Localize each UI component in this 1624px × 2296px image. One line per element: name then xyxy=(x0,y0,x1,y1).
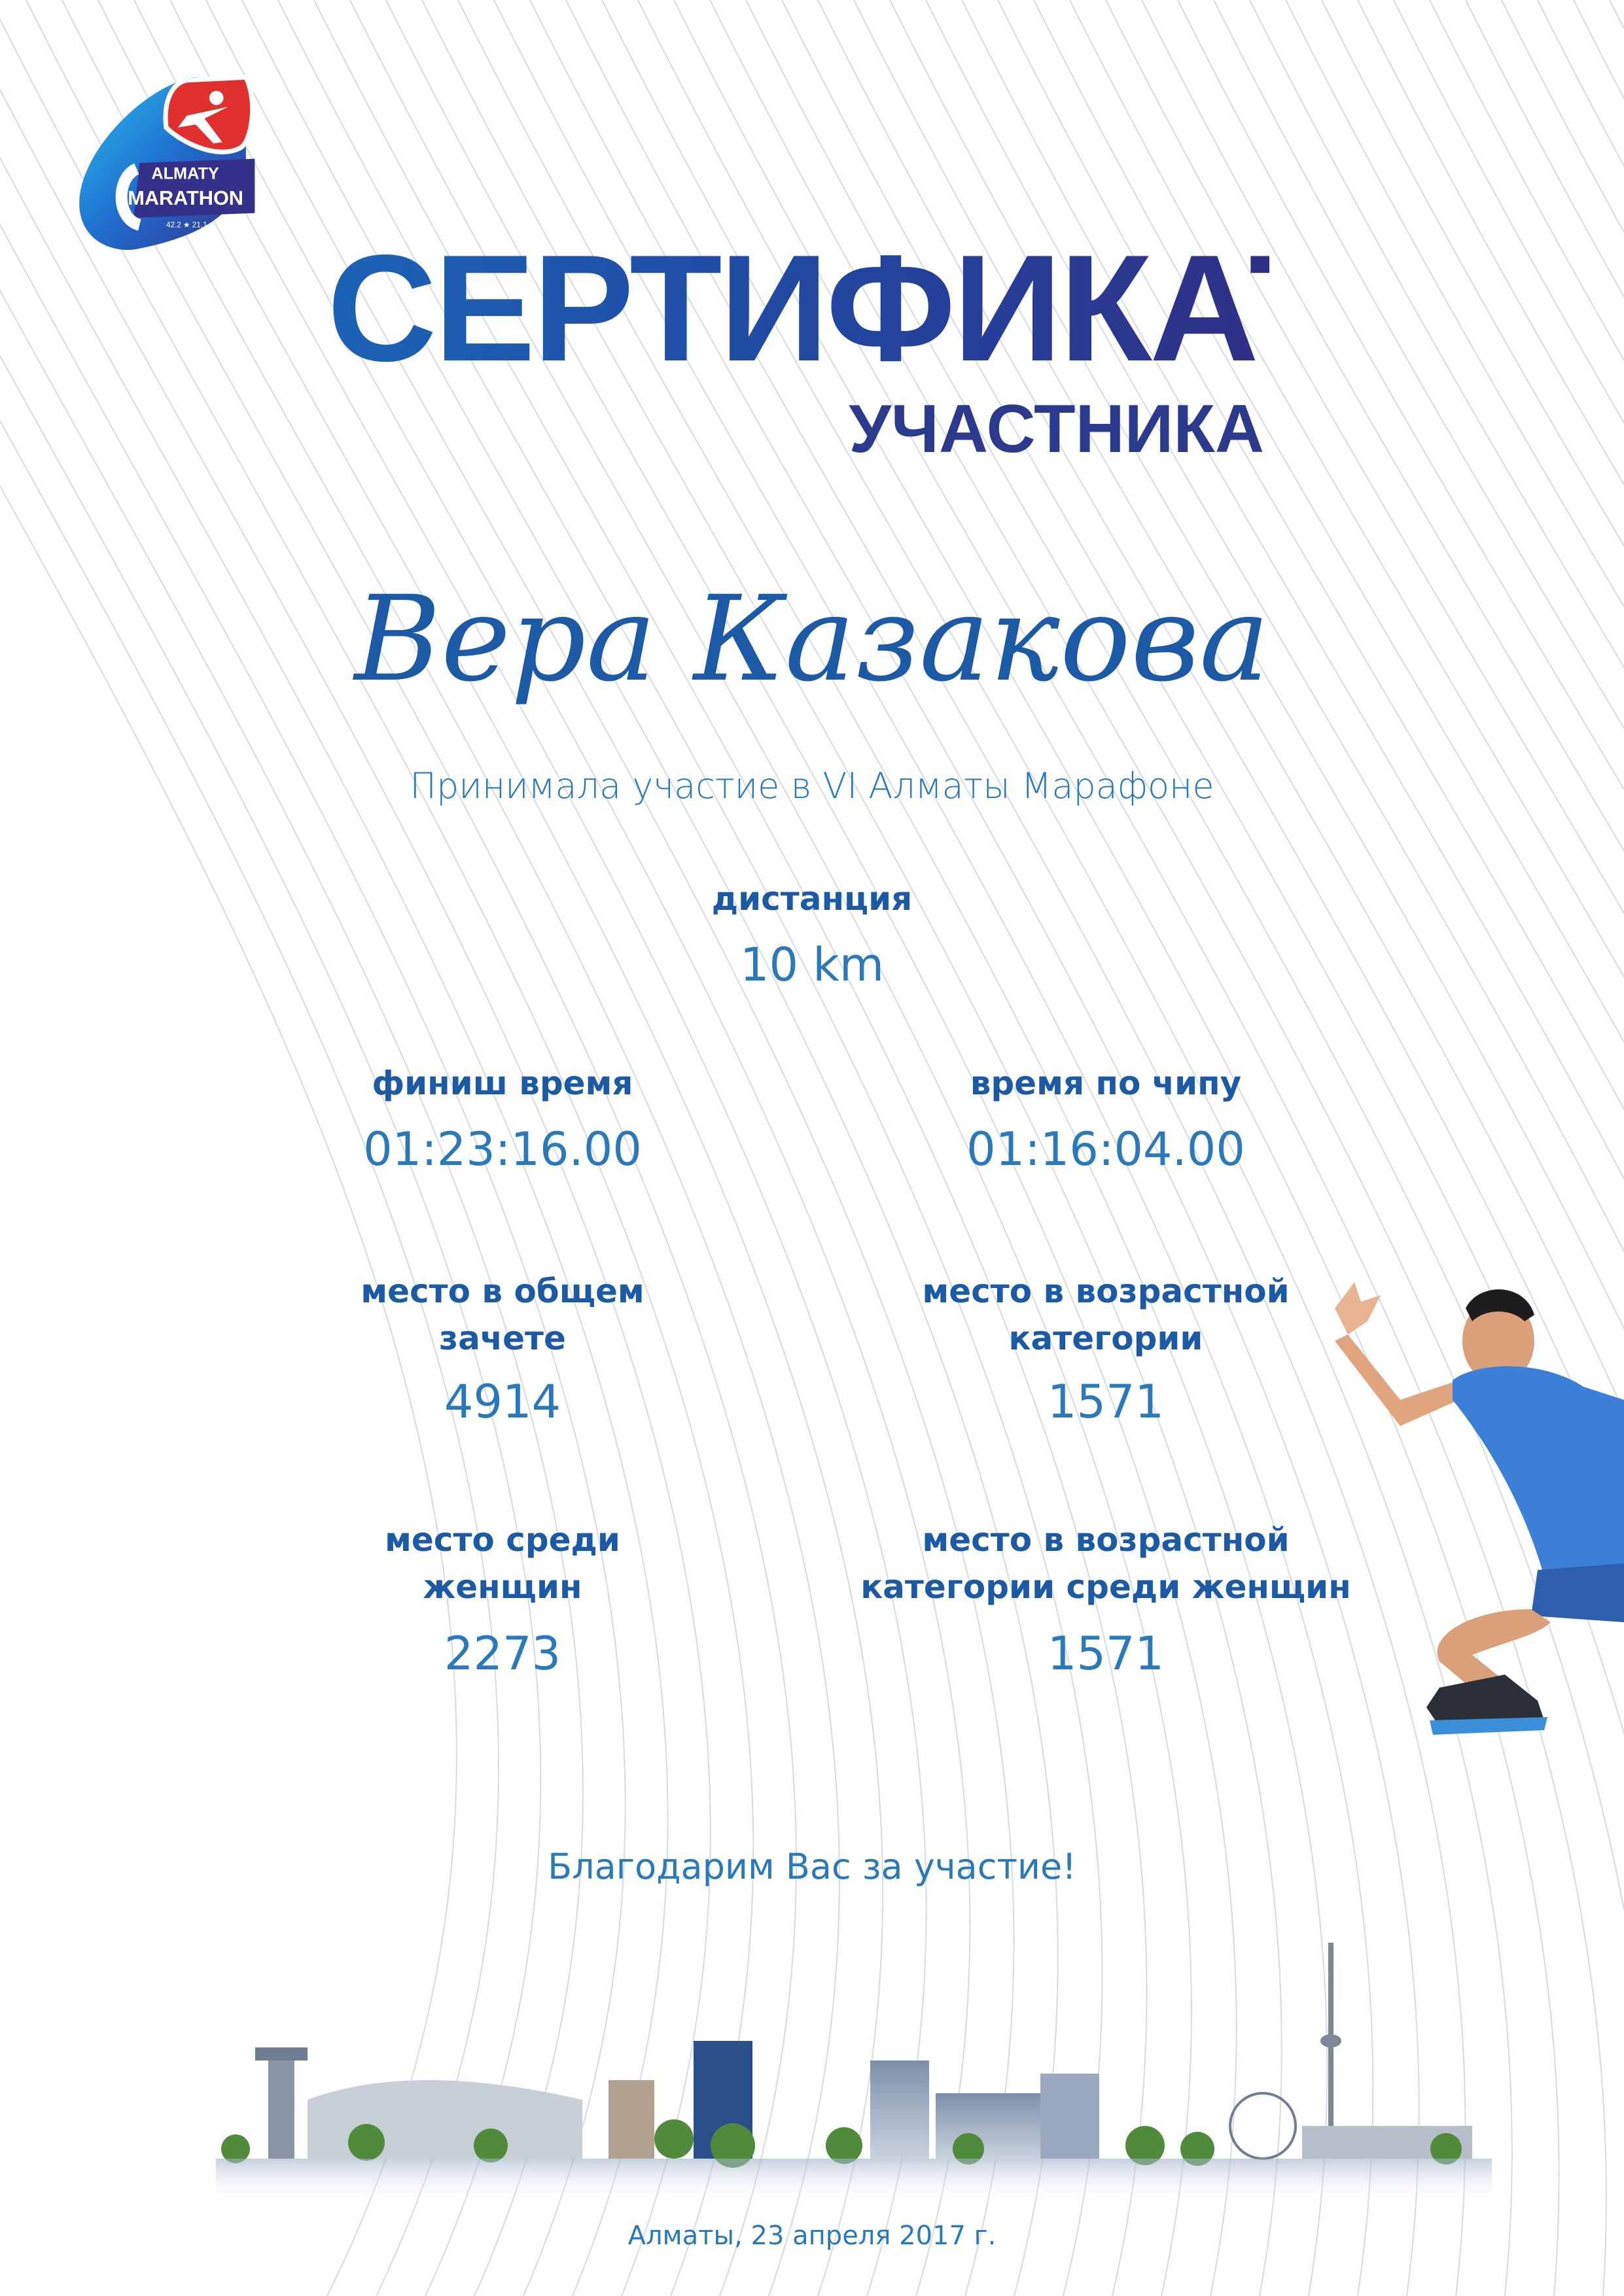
background-line xyxy=(1574,0,1624,2296)
age-place-value: 1571 xyxy=(1047,1375,1165,1429)
women-age-place-label: место в возрастной категории среди женщин xyxy=(860,1521,1351,1606)
finish-time-label: финиш время xyxy=(372,1064,633,1102)
background-line xyxy=(1610,0,1624,2296)
thanks-text: Благодарим Вас за участие! xyxy=(548,1846,1076,1887)
participant-name: Вера Казакова xyxy=(354,571,1270,708)
logo-distances: 42.2 ★ 21.1 ★ 10 ★ 3 xyxy=(166,220,243,230)
almaty-marathon-logo xyxy=(69,64,281,262)
distance-label: дистанция xyxy=(711,880,913,918)
event-date-location: Алматы, 23 апреля 2017 г. xyxy=(627,2221,997,2251)
chip-time-value: 01:16:04.00 xyxy=(966,1122,1245,1176)
women-age-place-value: 1571 xyxy=(1047,1627,1165,1680)
overall-place-value: 4914 xyxy=(444,1375,561,1429)
age-place-label: место в возрастной категории xyxy=(922,1272,1290,1357)
distance-value: 10 km xyxy=(739,938,885,992)
almaty-skyline-image xyxy=(216,1930,1492,2204)
background-line xyxy=(1502,0,1624,2296)
runner-image xyxy=(1309,1269,1624,1786)
certificate-subtitle: УЧАСТНИКА xyxy=(849,391,1264,467)
overall-place-label: место в общем зачете xyxy=(361,1272,644,1357)
logo-line1: ALMATY xyxy=(151,164,219,183)
logo-line2: MARATHON xyxy=(128,186,243,210)
women-place-label: место среди женщин xyxy=(385,1521,620,1606)
certificate-title: СЕРТИФИКАТ xyxy=(327,224,1339,393)
chip-time-label: время по чипу xyxy=(970,1064,1242,1102)
women-place-value: 2273 xyxy=(444,1627,561,1680)
background-line xyxy=(1538,0,1624,2296)
participation-text: Принимала участие в VI Алматы Марафоне xyxy=(410,765,1214,807)
finish-time-value: 01:23:16.00 xyxy=(363,1122,642,1176)
